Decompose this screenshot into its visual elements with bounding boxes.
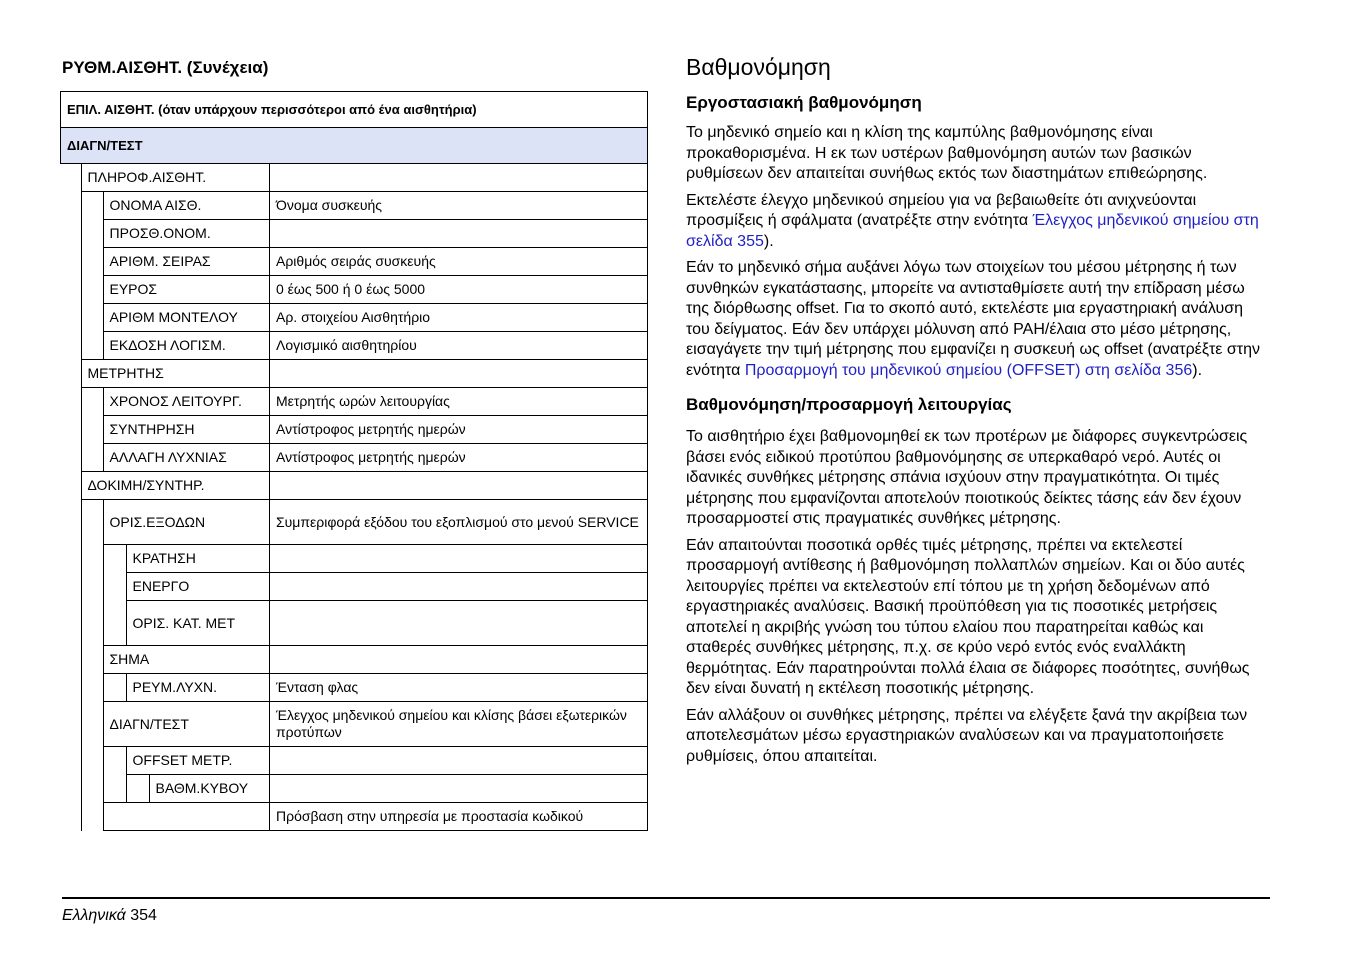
- page-number: 354: [130, 907, 157, 924]
- table-row: [61, 803, 648, 831]
- menu-label: ΡΕΥΜ.ΛΥΧΝ.: [126, 674, 270, 702]
- menu-value: Λογισμικό αισθητηρίου: [270, 332, 648, 360]
- calibration-section: [686, 54, 1270, 773]
- table-row: [61, 192, 648, 220]
- menu-value: [270, 545, 648, 573]
- menu-label: ΣΗΜΑ: [103, 646, 270, 674]
- page-title: Βαθμονόμηση: [686, 54, 831, 80]
- footer: [62, 907, 157, 925]
- menu-label: ΜΕΤΡΗΤΗΣ: [81, 360, 270, 388]
- table-row: [61, 304, 648, 332]
- menu-label: ΕΝΕΡΓΟ: [126, 573, 270, 601]
- menu-structure-table: [60, 91, 648, 831]
- menu-label: ΟΡΙΣ. ΚΑΤ. ΜΕΤ: [126, 601, 270, 646]
- menu-value: Αντίστροφος μετρητής ημερών: [270, 416, 648, 444]
- diag-test-header: ΔΙΑΓΝ/ΤΕΣΤ: [61, 128, 648, 164]
- table-row: [61, 220, 648, 248]
- menu-label: ΣΥΝΤΗΡΗΣΗ: [103, 416, 270, 444]
- menu-value: [270, 164, 648, 192]
- calibration-adjustment-heading: Βαθμονόμηση/προσαρμογή λειτουργίας: [686, 395, 1012, 414]
- menu-value: Πρόσβαση στην υπηρεσία με προστασία κωδικού: [270, 803, 648, 831]
- table-row: [61, 500, 648, 545]
- menu-value: [270, 775, 648, 803]
- zero-point-check-link[interactable]: Έλεγχος μηδενικού σημείου στη σελίδα 355: [686, 212, 1259, 250]
- menu-label: ΑΛΛΑΓΗ ΛΥΧΝΙΑΣ: [103, 444, 270, 472]
- table-row: [61, 646, 648, 674]
- paragraph: Εκτελέστε έλεγχο μηδενικού σημείου για να βεβαιωθείτε ότι ανιχνεύονται προσμίξεις ή σφάλματα (ανατρέξτε στην ενότητα Έλεγχος μηδενικού σημείου στη σελίδα 355).: [686, 191, 1259, 250]
- paragraph: Εάν το μηδενικό σήμα αυξάνει λόγω των στοιχείων του μέσου μέτρησης ή των συνθηκών εγκατάστασης, μπορείτε να αντισταθμίσετε αυτή την επίδραση μέσω της διόρθωσης offset. Για το σκοπό αυτό, εκτελέστε μια εργαστηριακή ανάλυση του δείγματος. Εάν δεν υπάρχει μόλυνση από PAH/έλαια στο μέσο μέτρησης, εισαγάγετε την τιμή μέτρησης που εμφανίζει η συσκευή ως offset (ανατρέξτε στην ενότητα Προσαρμογή του μηδενικού σημείου (OFFSET) στη σελίδα 356).: [686, 259, 1260, 379]
- menu-label: ΔΙΑΓΝ/ΤΕΣΤ: [103, 702, 270, 747]
- table-row: [61, 276, 648, 304]
- table-row: [61, 128, 648, 164]
- table-row: [61, 332, 648, 360]
- paragraph: Εάν αλλάξουν οι συνθήκες μέτρησης, πρέπει να ελέγξετε ξανά την ακρίβεια των αποτελεσμάτων μέσω εργαστηριακών αναλύσεων και να πραγματοποιήσετε ρυθμίσεις, όπου απαιτείται.: [686, 706, 1248, 765]
- menu-label: OFFSET ΜΕΤΡ.: [126, 747, 270, 775]
- menu-value: Όνομα συσκευής: [270, 192, 648, 220]
- menu-label: ΑΡΙΘΜ. ΣΕΙΡΑΣ: [103, 248, 270, 276]
- footer-divider: [62, 897, 1270, 899]
- menu-value: [270, 646, 648, 674]
- table-row: [61, 444, 648, 472]
- section-heading: ΡΥΘΜ.ΑΙΣΘΗΤ. (Συνέχεια): [62, 58, 269, 77]
- menu-value: Συμπεριφορά εξόδου του εξοπλισμού στο μενού SERVICE: [270, 500, 648, 545]
- menu-label: ΟΡΙΣ.ΕΞΟΔΩΝ: [103, 500, 270, 545]
- footer-language: Ελληνικά: [62, 907, 126, 924]
- menu-value: Αριθμός σειράς συσκευής: [270, 248, 648, 276]
- menu-value: [270, 747, 648, 775]
- menu-label: ΕΥΡΟΣ: [103, 276, 270, 304]
- table-row: [61, 702, 648, 747]
- menu-value: 0 έως 500 ή 0 έως 5000: [270, 276, 648, 304]
- menu-label: ΒΑΘΜ.ΚΥΒΟΥ: [149, 775, 270, 803]
- menu-value: [270, 472, 648, 500]
- menu-value: Αρ. στοιχείου Αισθητήριο: [270, 304, 648, 332]
- table-row: [61, 674, 648, 702]
- paragraph: Εάν απαιτούνται ποσοτικά ορθές τιμές μέτρησης, πρέπει να εκτελεστεί προσαρμογή αντίθεσης ή βαθμονόμηση πολλαπλών σημείων. Και οι δύο αυτές λειτουργίες πρέπει να εκτελεστούν επί τόπου με τη χρήση δεδομένων από εργαστηριακές αναλύσεις. Βασική προϋπόθεση για τις ποσοτικές μετρήσεις αποτελεί η ακριβής γνώση του τύπου ελαίου που παρατηρείται καθώς και σταθερές συνθήκες μέτρησης, π.χ. σε κρύο νερό εντός ενός εναλλάκτη θερμότητας. Εάν παρατηρούνται πολλά έλαια σε διάφορες ποσότητες, συνήθως δεν είναι δυνατή η εκτέλεση ποσοτικής μέτρησης.: [686, 536, 1250, 697]
- menu-value: [270, 360, 648, 388]
- menu-value: [270, 220, 648, 248]
- menu-value: Μετρητής ωρών λειτουργίας: [270, 388, 648, 416]
- menu-label: ΧΡΟΝΟΣ ΛΕΙΤΟΥΡΓ.: [103, 388, 270, 416]
- table-row: [61, 747, 648, 775]
- menu-label: ΕΚΔΟΣΗ ΛΟΓΙΣΜ.: [103, 332, 270, 360]
- table-row: [61, 573, 648, 601]
- table-row: [61, 775, 648, 803]
- table-row: [61, 164, 648, 192]
- table-row: [61, 388, 648, 416]
- offset-adjustment-link[interactable]: Προσαρμογή του μηδενικού σημείου (OFFSET) στη σελίδα 356: [744, 361, 1193, 379]
- table-row: [61, 248, 648, 276]
- paragraph: Το μηδενικό σημείο και η κλίση της καμπύλης βαθμονόμησης είναι προκαθορισμένα. Η εκ των υστέρων βαθμονόμηση αυτών των βασικών ρυθμίσεων δεν απαιτείται συνήθως εκτός των διαστημάτων επιθεώρησης.: [686, 124, 1208, 182]
- table-row: [61, 545, 648, 573]
- menu-value: Αντίστροφος μετρητής ημερών: [270, 444, 648, 472]
- paragraph: Το αισθητήριο έχει βαθμονομηθεί εκ των προτέρων με διάφορες συγκεντρώσεις βάσει ενός ειδικού προτύπου βαθμονόμησης σε υπερκαθαρό νερό. Αυτές οι ιδανικές συνθήκες μέτρησης σπάνια ισχύουν στην πραγματικότητα. Οι τιμές μέτρησης που εμφανίζονται αποτελούν ποιοτικούς δείκτες τάσης εάν δεν έχουν προσαρμοστεί στις πραγματικές συνθήκες μέτρησης.: [686, 428, 1248, 527]
- menu-label: ΟΝΟΜΑ ΑΙΣΘ.: [103, 192, 270, 220]
- table-row: [61, 92, 648, 128]
- menu-label: ΑΡΙΘΜ ΜΟΝΤΕΛΟΥ: [103, 304, 270, 332]
- menu-label: ΔΟΚΙΜΗ/ΣΥΝΤΗΡ.: [81, 472, 270, 500]
- table-row: [61, 472, 648, 500]
- menu-value: Έλεγχος μηδενικού σημείου και κλίσης βάσει εξωτερικών προτύπων: [270, 702, 648, 747]
- factory-calibration-heading: Εργοστασιακή βαθμονόμηση: [686, 93, 922, 112]
- table-row: [61, 360, 648, 388]
- menu-label: ΠΛΗΡΟΦ.ΑΙΣΘΗΤ.: [81, 164, 270, 192]
- menu-value: [270, 573, 648, 601]
- table-row: [61, 416, 648, 444]
- menu-label: ΠΡΟΣΘ.ΟΝΟΜ.: [103, 220, 270, 248]
- select-sensor-row: ΕΠΙΛ. ΑΙΣΘΗΤ. (όταν υπάρχουν περισσότεροι από ένα αισθητήρια): [61, 92, 648, 128]
- table-row: [61, 601, 648, 646]
- menu-label: [103, 803, 270, 831]
- menu-value: [270, 601, 648, 646]
- menu-value: Ένταση φλας: [270, 674, 648, 702]
- menu-label: ΚΡΑΤΗΣΗ: [126, 545, 270, 573]
